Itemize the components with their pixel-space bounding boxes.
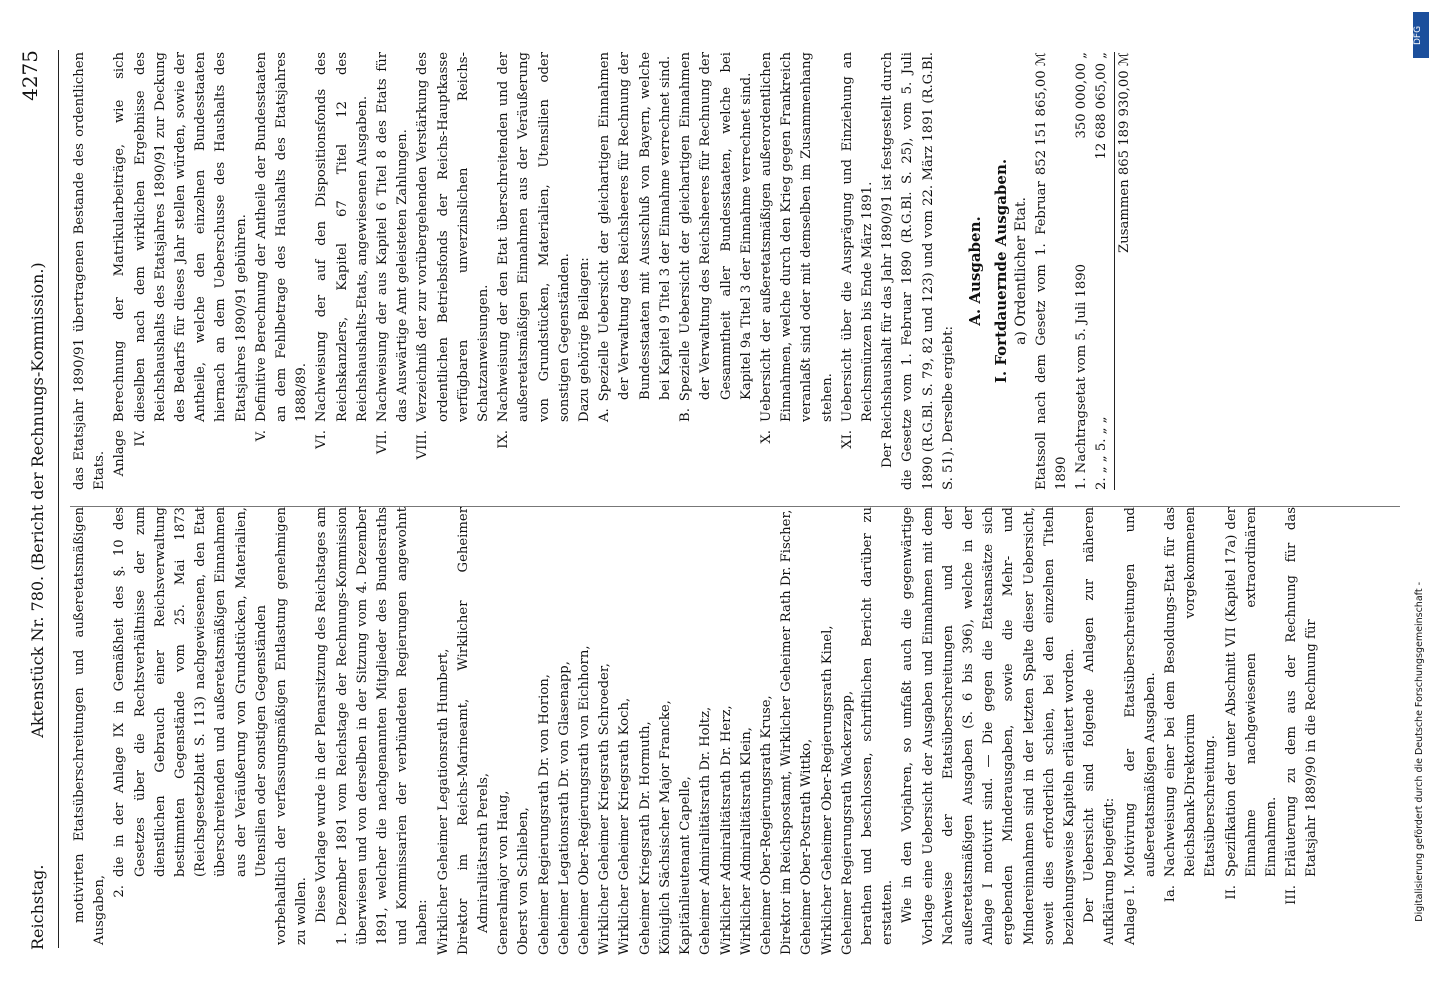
annex-item (252, 52, 313, 490)
annex-item (1161, 507, 1222, 945)
annex-item (1282, 507, 1322, 945)
running-head (14, 50, 54, 950)
amount-label: 1. Nachtragsetat vom 5. Juli 1890 (1073, 263, 1089, 490)
annex-label: VII. (375, 430, 391, 455)
left-paragraph-5: Wie in den Vorjahren, so umfaßt auch die gegenwärtige Vorlage eine Uebersicht der Ausgaben und Einnahmen mit dem Nachweise der Etatsüberschreitungen und der außeretatsmäßigen Ausgaben (S. 6 bis 396), welche in der Anlage I motivirt sind. — Die gegen die Etatsansätze sich ergebenden Minderausgaben, sowie die Mehr- und Mindereinnahmen sind in der letzten Spalte dieser Uebersicht, soweit dies erforderlich schien, bei den einzelnen Titeln beziehungsweise Kapiteln erläutert worden. (900, 507, 1077, 945)
attendee-name: Königlich Sächsischer Major Francke, (657, 700, 673, 955)
attendee-name: Generalmajor von Haug, (496, 790, 512, 955)
attendee-name: Wirklicher Geheimer Kriegsrath Schroeder, (597, 663, 613, 955)
annex-item (757, 52, 838, 490)
attendee-list (434, 507, 858, 955)
amount-row (1032, 52, 1072, 490)
right-paragraph-2: Der Reichshaushalt für das Jahr 1890/91 ist festgestellt durch die Gesetze vom 1. Februar 1890 (R.G.Bl. S. 25), vom 5. Juli 1890 (R.G.Bl. S. 79, 82 und 123) und vom 22. März 1891 (R.G.Bl. S. 51). Derselbe ergiebt: (880, 52, 956, 490)
attendee-name: Geheimer Ober-Regierungsrath Kruse, (758, 695, 774, 955)
annex-item (1222, 507, 1283, 945)
amount-value: 852 151 865,00 ℳ (1033, 52, 1049, 176)
annex-label: Ia. (1162, 885, 1178, 903)
annex-label: V. (253, 430, 269, 442)
section-heading-ia: a) Ordentlicher Etat. (1013, 197, 1030, 345)
amount-total: Zusammen 865 189 930,00 ℳ (1114, 52, 1135, 490)
annex-item (1121, 507, 1161, 945)
amounts-table (1032, 52, 1136, 490)
attendee-name: Wirklicher Admiralitätsrath Klein, (738, 727, 754, 955)
attendee-name: Geheimer Ober-Postrath Wittko, (799, 738, 815, 955)
amount-value: 12 688 065,00 „ (1094, 52, 1110, 160)
annex-label: VI. (314, 430, 330, 449)
annex-label: IX. (496, 430, 512, 449)
annex-text: Nachweisung der auf den Dispositionsfonds des Reichskanzlers, Kapitel 67 Titel 12 des Reichshaushalts-Etats, angewiesenen Ausgaben. (314, 52, 370, 422)
annex-text: Berechnung der Matrikularbeiträge, wie sich dieselben nach dem wirklichen Ergebnisse des Reichshaushalts des Etatsjahres 1890/91 zur Deckung des Bedarfs für dieses Jahr stellen würden, sowie der Antheile, welche den einzelnen Bundesstaaten hiernach an dem Ueberschusse des Haushalts des Etatsjahres 1890/91 gebühren. (112, 52, 249, 422)
digitization-credit (1412, 8, 1430, 992)
page-number: 4275 (18, 50, 42, 101)
annex-item (838, 52, 878, 490)
attendee-name: Wirklicher Geheimer Kriegsrath Koch, (617, 697, 633, 955)
attendee-name: Geheimer Kriegsrath Dr. Hormuth, (637, 721, 653, 955)
beilagen-intro: Dazu gehörige Beilagen: (577, 257, 593, 422)
attendee-name: Wirklicher Admiralitätsrath Dr. Herz, (718, 705, 734, 955)
annex-text: Erläuterung zu dem aus der Rechnung für das Etatsjahr 1889/90 in die Rechnung für (1284, 507, 1320, 877)
annex-text: Verzeichniß der zur vorübergehenden Verstärkung des ordentlichen Betriebsfonds der Reichs-Hauptkasse verfügbaren unverzinslichen Reichs-Schatzanweisungen. (415, 52, 492, 422)
list-item-number: 2. (112, 885, 128, 898)
left-paragraph-4: berathen und beschlossen, schriftlichen Bericht darüber zu erstatten. (859, 507, 896, 945)
attendee-name: Kapitänlieutenant Capelle, (678, 776, 694, 955)
annex-label: VIII. (415, 430, 431, 460)
beilage-b: B. Spezielle Uebersicht der gleichartigen Einnahmen der Verwaltung des Reichsheeres für Rechnung der Gesammtheit aller Bundesstaaten, welche bei Kapitel 9a Titel 3 der Einnahme verrechnet sind. (678, 52, 754, 422)
left-column (70, 507, 1323, 955)
attendee-name: Wirklicher Geheimer Legationsrath Humbert, (435, 648, 451, 955)
annex-label: II. (1223, 885, 1239, 900)
amount-row (1092, 52, 1112, 490)
left-paragraph-6: Der Uebersicht sind folgende Anlagen zur näheren Aufklärung beigefügt: (1082, 507, 1118, 945)
amount-value: 350 000,00 „ (1073, 52, 1089, 139)
attendee-name: Geheimer Ober-Regierungsrath von Eichhorn, (577, 645, 593, 955)
left-paragraph-2: vorbehaltlich der verfassungsmäßigen Entlastung genehmigen zu wollen. (274, 507, 310, 945)
amount-row (1072, 52, 1092, 490)
annex-text: Nachweisung einer bei dem Besoldungs-Etat für das Reichsbank-Direktorium vorgekommenen Etatsüberschreitung. (1162, 507, 1219, 877)
annex-item (373, 52, 413, 490)
header-rule (58, 50, 59, 948)
annex-item (494, 52, 575, 490)
list-item-2 (110, 507, 272, 945)
left-paragraph-1: motivirten Etatsüberschreitungen und außeretatsmäßigen Ausgaben, (72, 507, 108, 945)
annex-label: Anlage I. (1122, 885, 1138, 945)
attendee-name: Direktor im Reichspostamt, Wirklicher Geheimer Rath Dr. Fischer, (779, 509, 795, 955)
right-column (70, 52, 1136, 490)
annex-text: Nachweisung der aus Kapitel 6 Titel 8 des Etats für das Auswärtige Amt geleisteten Zahlungen. (375, 52, 411, 422)
annex-text: Spezifikation der unter Abschnitt VII (Kapitel 17a) der Einnahme nachgewiesenen extraordinären Einnahmen. (1223, 507, 1279, 877)
attendee-name: Geheimer Admiralitätsrath Dr. Holtz, (698, 706, 714, 955)
attendee-name: Direktor im Reichs-Marineamt, Wirklicher Geheimer Admiralitätsrath Perels, (455, 507, 492, 955)
annex-text: Motivirung der Etatsüberschreitungen und außeretatsmäßigen Ausgaben. (1122, 507, 1158, 877)
annex-text: Nachweisung der den Etat überschreitenden und der außeretatsmäßigen Einnahmen aus der Veräußerung von Grundstücken, Materialien, Utensilien oder sonstigen Gegenständen. (496, 52, 572, 422)
annex-label: III. (1284, 885, 1300, 905)
credit-text: Digitalisierung gefördert durch die Deutsche Forschungsgemeinschaft - (1414, 582, 1425, 922)
attendee-name: Geheimer Regierungsrath Dr. von Horion, (536, 674, 552, 955)
amount-label: Etatssoll nach dem Gesetz vom 1. Februar 1890 (1033, 181, 1069, 490)
right-paragraph-1: das Etatsjahr 1890/91 übertragenen Bestande des ordentlichen Etats. (72, 52, 108, 490)
annex-label: X. (758, 430, 774, 444)
annex-label: XI. (839, 430, 855, 449)
running-head-left: Reichstag. (28, 864, 47, 950)
annex-label: Anlage IV. (112, 430, 148, 477)
annex-text: Uebersicht der außeretatsmäßigen außerordentlichen Einnahmen, welche durch den Krieg gegen Frankreich veranlaßt sind oder mit demselben im Zusammenhang stehen. (758, 52, 835, 422)
attendee-name: Geheimer Legationsrath Dr. von Glasenapp, (556, 661, 572, 955)
left-paragraph-3: Diese Vorlage wurde in der Plenarsitzung des Reichstages am 1. Dezember 1891 vom Reichstage der Rechnungs-Kommission überwiesen und von derselben in der Sitzung vom 4. Dezember 1891, welcher die nachgenannten Mitglieder des Bundesraths und Kommissarien der verbündeten Regierungen angewohnt haben: (314, 507, 431, 945)
dfg-logo: DFG (1413, 12, 1429, 58)
beilagen-block (575, 52, 757, 490)
running-head-title: Aktenstück Nr. 780. (Bericht der Rechnungs-Kommission.) (28, 262, 47, 738)
section-heading-i: I. Fortdauernde Ausgaben. (992, 158, 1011, 384)
annex-text: Uebersicht über die Ausprägung und Einziehung an Reichsmünzen bis Ende März 1891. (839, 52, 875, 422)
beilage-a: A. Spezielle Uebersicht der gleichartigen Einnahmen der Verwaltung des Reichsheeres für Rechnung der Bundesstaaten mit Ausschluß von Bayern, welche bei Kapitel 9 Titel 3 der Einnahme verrechnet sind. (597, 52, 673, 422)
attendee-name: Oberst von Schlieben, (516, 807, 532, 955)
list-item-text: die in der Anlage IX in Gemäßheit des §. 10 des Gesetzes über die Rechtsverhältnisse der zum dienstlichen Gebrauch einer Reichsverwaltung bestimmten Gegenstände vom 25. Mai 1873 (Reichsgesetzblatt S. 113) nachgewiesenen, den Etat überschreitenden und außeretatsmäßigen Einnahmen aus der Veräußerung von Grundstücken, Materialien, Utensilien oder sonstigen Gegenständen (112, 507, 269, 877)
annex-item (413, 52, 494, 490)
annex-text: Definitive Berechnung der Antheile der Bundesstaaten an dem Fehlbetrage des Haushalts des Etatsjahres 1888/89. (253, 52, 310, 422)
annex-item (312, 52, 373, 490)
amount-label: 2. „ „ 5. „ „ (1094, 416, 1110, 490)
section-heading-a: A. Ausgaben. (965, 216, 984, 326)
attendee-name: Geheimer Regierungsrath Wackerzapp, (839, 690, 855, 955)
attendee-name: Wirklicher Geheimer Ober-Regierungsrath Kinel, (819, 625, 835, 955)
annex-item (110, 52, 251, 490)
